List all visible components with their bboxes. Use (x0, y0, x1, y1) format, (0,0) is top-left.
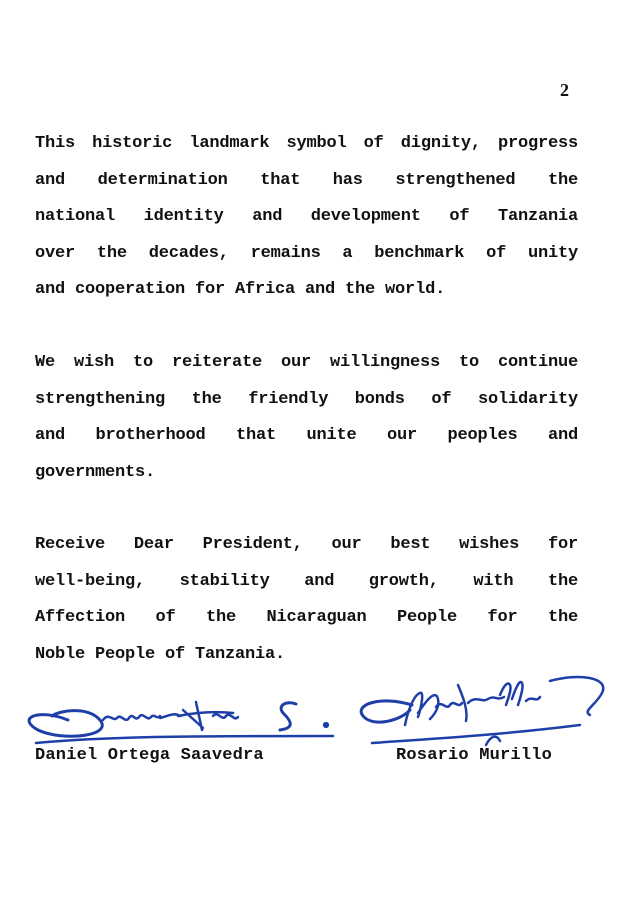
signer-name-right: Rosario Murillo (396, 746, 553, 765)
paragraph-line: governments. (35, 462, 156, 482)
paragraph-line: Noble People of Tanzania. (35, 644, 286, 664)
paragraph-line: and cooperation for Africa and the world. (35, 280, 446, 299)
paragraph-line: and brotherhood that unite our peoples and (35, 426, 578, 445)
paragraph-line: over the decades, remains a benchmark of unity (35, 243, 578, 263)
paragraph-line: national identity and development of Tanzania (35, 207, 578, 226)
paragraph-line: This historic landmark symbol of dignity, progress (35, 134, 578, 153)
paragraph-line: Affection of the Nicaraguan People for the (35, 608, 578, 627)
paragraph-line: strengthening the friendly bonds of solidarity (35, 389, 578, 409)
paragraph-line: Receive Dear President, our best wishes for (35, 535, 578, 554)
paragraph-willingness (35, 345, 578, 491)
paragraph-line: well-being, stability and growth, with the (35, 571, 578, 591)
paragraph-line: and determination that has strengthened the (35, 170, 578, 190)
page-number: 2 (560, 80, 569, 100)
paragraph-line: We wish to reiterate our willingness to continue (35, 353, 578, 372)
signer-name-left: Daniel Ortega Saavedra (35, 746, 264, 765)
paragraph-landmark (35, 126, 578, 309)
paragraph-closing-wishes (35, 527, 578, 673)
signature-right (350, 655, 615, 755)
